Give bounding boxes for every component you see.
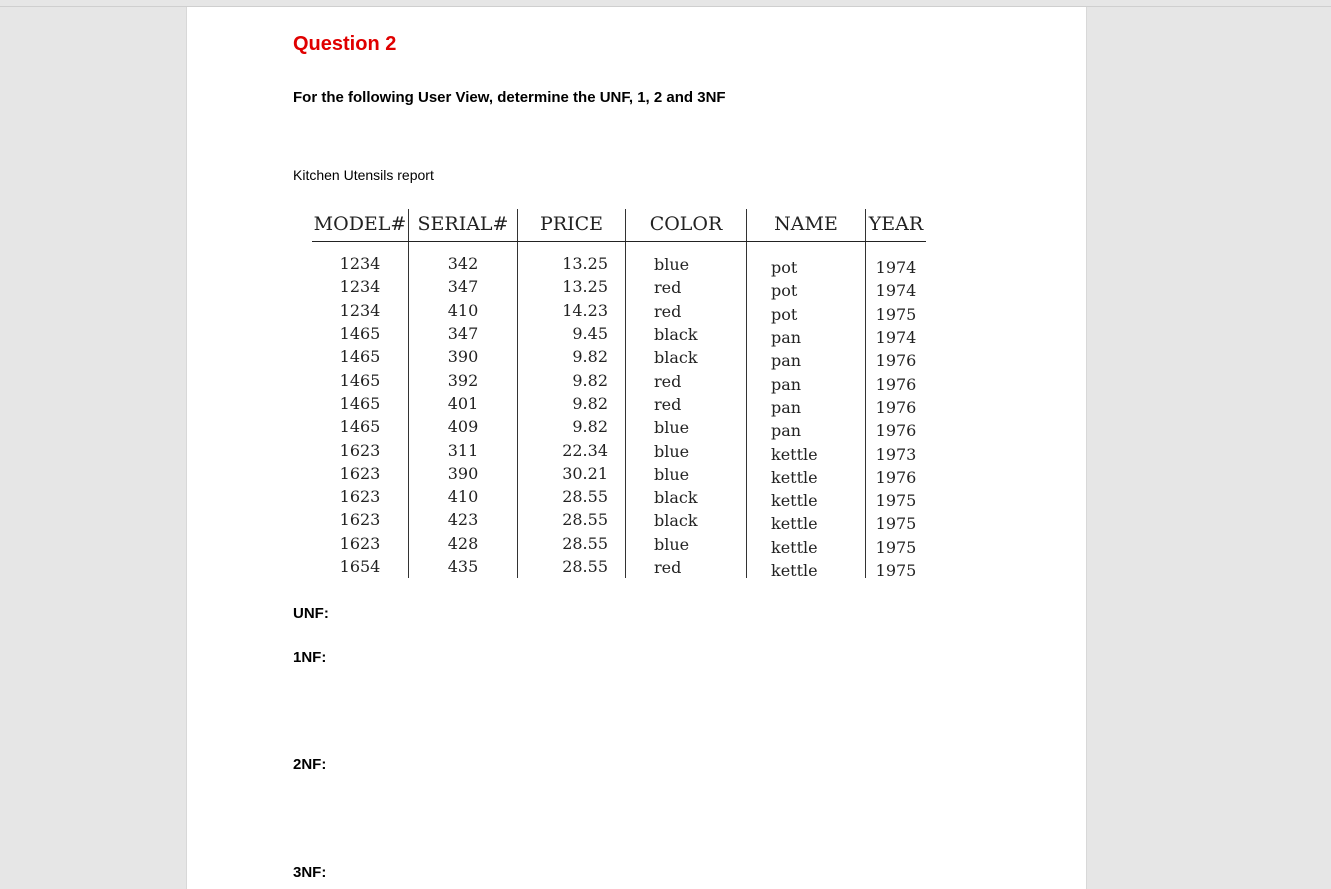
- cell-year: 1975: [866, 536, 927, 559]
- cell-serial: 392: [409, 368, 518, 391]
- cell-serial: 401: [409, 392, 518, 415]
- cell-serial: 428: [409, 532, 518, 555]
- cell-model: 1465: [339, 417, 381, 437]
- cell-serial: 390: [409, 345, 518, 368]
- cell-price: 28.55: [518, 485, 626, 508]
- cell-color: red: [626, 369, 747, 392]
- cell-name: pan: [747, 326, 866, 349]
- cell-price: 9.82: [518, 415, 626, 438]
- cell-serial: 347: [409, 275, 518, 298]
- cell-name: pot: [747, 246, 866, 280]
- report-title: Kitchen Utensils report: [293, 167, 434, 183]
- cell-year: 1974: [866, 326, 927, 349]
- cell-model: 1234: [339, 254, 381, 274]
- cell-year: 1975: [866, 559, 927, 582]
- cell-name: kettle: [747, 512, 866, 535]
- cell-price: 22.34: [518, 438, 626, 461]
- cell-color: black: [626, 486, 747, 509]
- table-header-row: [312, 209, 926, 242]
- cell-color: red: [626, 556, 747, 579]
- cell-color: blue: [626, 463, 747, 486]
- cell-model: 1623: [339, 533, 381, 553]
- table-row: [312, 438, 926, 461]
- header-name: NAME: [747, 209, 866, 242]
- question-title: Question 2: [293, 33, 397, 55]
- table-row: [312, 415, 926, 438]
- cell-color: blue: [626, 533, 747, 556]
- cell-model: 1623: [339, 463, 381, 483]
- cell-model: 1623: [339, 510, 381, 530]
- cell-serial: 311: [409, 438, 518, 461]
- cell-name: pan: [747, 372, 866, 395]
- cell-model: 1654: [339, 557, 381, 576]
- cell-serial: 390: [409, 462, 518, 485]
- cell-color: black: [626, 509, 747, 532]
- cell-color: black: [626, 323, 747, 346]
- kitchen-utensils-table: [312, 209, 926, 578]
- table-row: [312, 485, 926, 508]
- table-row: [312, 392, 926, 415]
- cell-price: 28.55: [518, 508, 626, 531]
- cell-name: kettle: [747, 466, 866, 489]
- cell-color: blue: [626, 243, 747, 277]
- cell-serial: 435: [409, 555, 518, 578]
- cell-model: 1234: [339, 277, 381, 297]
- cell-name: pan: [747, 349, 866, 372]
- cell-name: pan: [747, 396, 866, 419]
- cell-serial: 410: [409, 485, 518, 508]
- unf-label: UNF:: [293, 605, 329, 622]
- cell-price: 28.55: [518, 532, 626, 555]
- cell-year: 1976: [866, 349, 927, 372]
- table-row: [312, 368, 926, 391]
- cell-model: 1623: [339, 487, 381, 507]
- cell-name: pot: [747, 303, 866, 326]
- cell-year: 1973: [866, 442, 927, 465]
- cell-year: 1974: [866, 279, 927, 302]
- cell-name: kettle: [747, 442, 866, 465]
- header-color: COLOR: [626, 209, 747, 242]
- cell-color: red: [626, 276, 747, 299]
- cell-model: 1465: [339, 324, 381, 344]
- cell-price: 30.21: [518, 462, 626, 485]
- cell-price: 28.55: [518, 555, 626, 578]
- cell-model: 1623: [339, 440, 381, 460]
- cell-color: red: [626, 300, 747, 323]
- cell-name: pot: [747, 279, 866, 302]
- cell-name: kettle: [747, 489, 866, 512]
- cell-serial: 409: [409, 415, 518, 438]
- cell-year: 1976: [866, 466, 927, 489]
- cell-model: 1465: [339, 393, 381, 413]
- table-row: [312, 242, 926, 276]
- document-page: [186, 7, 1087, 889]
- cell-year: 1976: [866, 396, 927, 419]
- cell-year: 1976: [866, 419, 927, 442]
- cell-color: red: [626, 393, 747, 416]
- table-row: [312, 555, 926, 578]
- cell-price: 13.25: [518, 275, 626, 298]
- cell-price: 9.82: [518, 392, 626, 415]
- cell-year: 1975: [866, 303, 927, 326]
- header-model: MODEL#: [312, 209, 409, 242]
- cell-price: 9.82: [518, 345, 626, 368]
- cell-serial: 347: [409, 322, 518, 345]
- 3nf-label: 3NF:: [293, 864, 327, 881]
- cell-year: 1974: [866, 246, 927, 280]
- cell-year: 1975: [866, 489, 927, 512]
- cell-price: 13.25: [518, 242, 626, 276]
- cell-price: 14.23: [518, 299, 626, 322]
- cell-serial: 342: [409, 242, 518, 276]
- cell-price: 9.45: [518, 322, 626, 345]
- table-row: [312, 322, 926, 345]
- cell-color: blue: [626, 439, 747, 462]
- cell-color: blue: [626, 416, 747, 439]
- table-body: [312, 242, 926, 579]
- table-row: [312, 299, 926, 322]
- table-row: [312, 345, 926, 368]
- header-year: YEAR: [866, 209, 927, 242]
- cell-year: 1976: [866, 372, 927, 395]
- table-row: [312, 532, 926, 555]
- cell-serial: 410: [409, 299, 518, 322]
- table-row: [312, 462, 926, 485]
- cell-name: kettle: [747, 559, 866, 582]
- cell-model: 1234: [339, 300, 381, 320]
- cell-year: 1975: [866, 512, 927, 535]
- header-serial: SERIAL#: [409, 209, 518, 242]
- question-instruction: For the following User View, determine the UNF, 1, 2 and 3NF: [293, 89, 726, 106]
- cell-model: 1465: [339, 347, 381, 367]
- cell-name: pan: [747, 419, 866, 442]
- cell-model: 1465: [339, 370, 381, 390]
- cell-price: 9.82: [518, 368, 626, 391]
- header-price: PRICE: [518, 209, 626, 242]
- cell-serial: 423: [409, 508, 518, 531]
- cell-name: kettle: [747, 536, 866, 559]
- table-row: [312, 275, 926, 298]
- 2nf-label: 2NF:: [293, 756, 327, 773]
- 1nf-label: 1NF:: [293, 649, 327, 666]
- table-row: [312, 508, 926, 531]
- cell-color: black: [626, 346, 747, 369]
